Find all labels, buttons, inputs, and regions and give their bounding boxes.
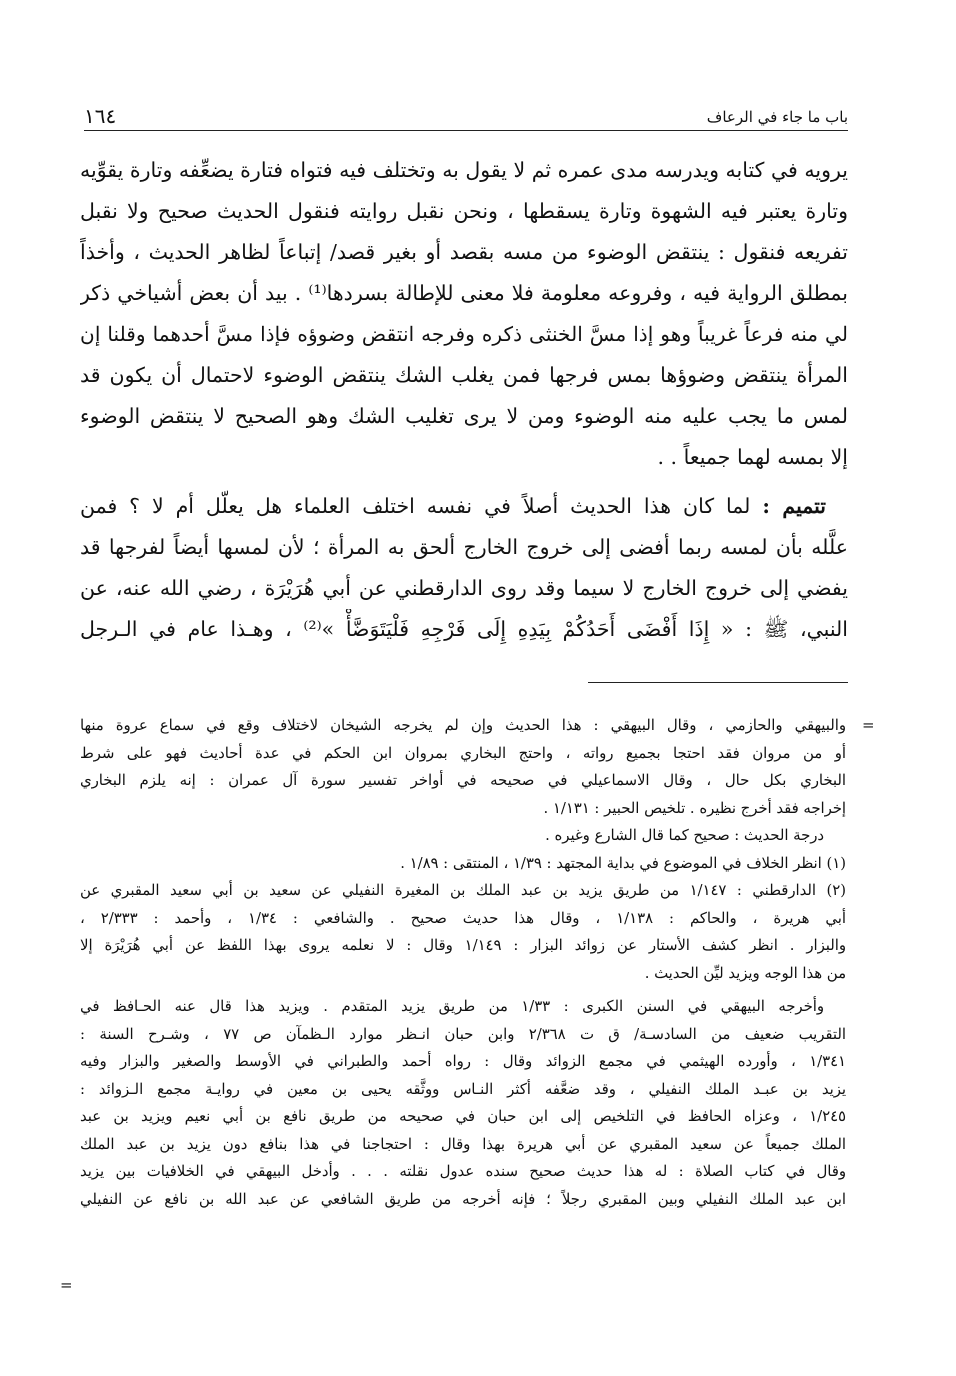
text-line: علَّله بأن لمسه ربما أفضى إلى خروج الخارج ألحق به المرأة ؛ لأن لمسها أيضاً لفرجها قد [80,535,848,559]
continuation-mark: = [862,716,875,734]
text-line: لي منه فرعاً غريباً وهو إذا مسَّ الخنثى ذكره وفرجه انتقض وضوؤه فإذا مسَّ أحدهما وقلنا إن [80,322,848,346]
text-line: وتارة يعتبر فيه الشهوة وتارة يسقطها ، ونحن نقبل روايته فنقول الحديث صحيح ولا نقبل [80,199,848,223]
footnote-line: إخراجه فقد أخرج نظيره . تلخيص الحبير : ١/١٣١ . [543,799,846,817]
footnote-line: والبيهقي والحازمي ، وقال البيهقي : هذا الحديث وإن لم يخرجه الشيخان لاختلاف وقع في سماع عروة منها [80,717,846,734]
text-line: المرأة ينتقض وضوؤها بمس فرجها فمن يغلب الشك ينتقض الوضوء لاحتمال أن يكون قد [80,363,848,387]
page-number: ١٦٤ [84,104,117,128]
text-line: إلا بمسه لهما جميعاً . . [657,445,848,469]
chapter-title: باب ما جاء في الرعاف [706,108,848,126]
footnote-line: يزيد بن عبـد الملك النفيلي ، وقد ضعَّفه أكثر النـاس ووثَّقه يحيى بن معين في روايـة مجمع الـزوائد : [80,1080,846,1098]
continuation-mark: = [60,1276,73,1294]
text-line [80,486,848,527]
footnote-separator [588,682,848,683]
page-header [84,96,848,131]
footnote-line: الملك جميعاً عن سعيد المقبري عن أبي هريرة بهذا وقال : احتجاجنا في هذا بنافع دون يزيد بن عبد الملك [80,1135,846,1153]
main-text [80,150,848,650]
footnote-line: ١/٣٤١ ، وأورده الهيثمي في مجمع الزوائد وقال : رواه أحمد والطبراني في الأوسط والصغير والبزار وفيه [80,1053,846,1070]
footnote-line: والبزار . انظر كشف الأستار عن زوائد البزار : ١/١٤٩ وقال : لا نعلمه يروى بهذا اللفظ عن أبي هُرَيْرَة إلا [80,937,846,954]
footnote-1: (١) انظر الخلاف في الموضوع في بداية المجتهد : ١/٣٩ ، المنتقى : ١/٨٩ . [400,854,846,872]
footnote-line: البخاري بكل حال ، وقال الاسماعيلي في صحيحه في أواخر تفسير سورة آل عمران : إنه يلزم البخاري [80,772,846,789]
text-line: النبي، ﷺ : « إِذَا أَفْضَى أَحَدُكُمْ بِيَدِهِ إِلَى فَرْجِهِ فَلْيَتَوَضَّأْ »⁽²⁾ ، وهـذا عام في الـرجل [80,617,848,641]
footnote-line: ابن عبد الملك النفيلي وبين المقبري رجلاً ؛ فإنه أخرجه من طريق الشافعي عن عبد الله بن نافع عن النفيلي [80,1190,846,1208]
footnote-line: أو من مروان فقد احتجا بجميع رواته ، واحتج البخاري بمروان ابن الحكم في عدة أحاديث فهو على شرط [80,744,846,762]
text-line: لمس ما يجب عليه منه الوضوء ومن لا يرى تغليب الشك وهو الصحيح لا ينتقض الوضوء [80,404,848,428]
footnote-2: (٢) الدارقطني : ١/١٤٧ من طريق يزيد بن عبد الملك بن المغيرة النفيلي عن سعيد بن أبي سعيد المقبري عن [80,882,846,899]
footnotes [80,712,846,1213]
footnote-line: من هذا الوجه ويزيد ليِّن الحديث . [644,964,846,982]
text-line: يفضي إلى خروج الخارج لا سيما وقد روى الدارقطني عن أبي هُرَيْرَة ، رضي الله عنه، عن [80,576,848,600]
footnote-line: أبي هريرة ، والحاكم : ١/١٣٨ ، وقال هذا حديث صحيح . والشافعي : ١/٣٤ ، وأحمد : ٢/٣٣٣ ، [80,909,846,927]
text-span: لما كان هذا الحديث أصلاً في نفسه اختلف العلماء هل يعلّل أم لا ؟ فمن [80,494,751,518]
footnote-line: درجة الحديث : صحيح كما قال الشارع وغيره . [545,827,824,844]
footnote-line: وأخرجه البيهقي في السنن الكبرى : ١/٣٣ من طريق يزيد المتقدم . ويزيد هذا قال عنه الحـافظ في [80,998,824,1015]
footnote-line: التقريب ضعيف من السادسـة/ ق ت ٢/٣٦٨ وابن حبان انـظر موارد الـظمآن ص ٧٧ ، وشـرح السنة : [80,1025,846,1043]
footnote-line: ١/٢٤٥ ، وعزاه الحافظ في التلخيص إلى ابن حبان في صحيحه من طريق نافع بن أبي نعيم ويزيد بن عبد [80,1108,846,1125]
text-line: بمطلق الرواية فيه ، وفروعه معلومة فلا معنى للإطالة بسردها⁽¹⁾ . بيد أن بعض أشياخي ذكر [80,281,848,305]
text-line: يرويه في كتابه ويدرسه مدى عمره ثم لا يقول به وتختلف فيه فتواه فتارة يضعِّفه وتارة يقوِّيه [80,158,848,182]
text-line: تفريعه فنقول : ينتقض الوضوء من مسه بقصد أو بغير قصد/ إتباعاً لظاهر الحديث ، وأخذاً [80,240,848,264]
section-label: تتميم : [762,494,826,518]
footnote-line: وقال في كتاب الصلاة : له هذا حديث صحيح سنده عدول نقلته . . . وأدخل البيهقي في الخلافيات بين يزيد [80,1163,846,1180]
